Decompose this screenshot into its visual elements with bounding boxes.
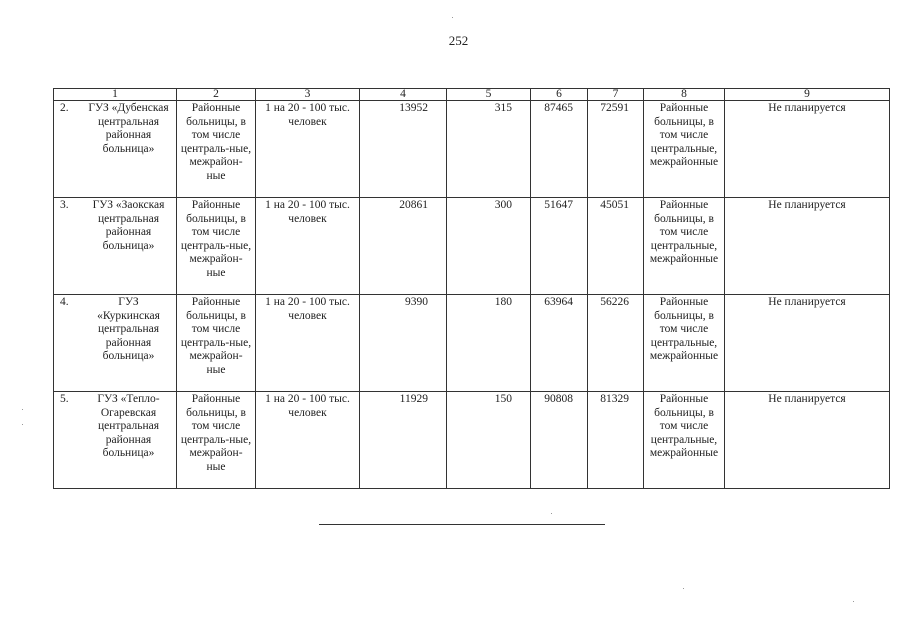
hospital-type-target: Районные больницы, в том числе центральные, межрайонные <box>644 101 725 198</box>
value-col-4: 11929 <box>360 392 447 489</box>
table-row <box>54 392 890 489</box>
header-cell: 8 <box>644 89 725 101</box>
hospital-name: ГУЗ «Дубенская центральная районная больница» <box>88 102 169 155</box>
header-cell: 2 <box>177 89 256 101</box>
hospital-type-target: Районные больницы, в том числе центральные, межрайонные <box>644 295 725 392</box>
plan-status: Не планируется <box>725 101 890 198</box>
plan-status: Не планируется <box>725 198 890 295</box>
value-col-5: 315 <box>447 101 531 198</box>
value-col-7: 81329 <box>588 392 644 489</box>
value-col-5: 300 <box>447 198 531 295</box>
hospital-name: ГУЗ «Тепло-Огаревская центральная районная больница» <box>97 393 160 460</box>
header-cell: 7 <box>588 89 644 101</box>
row-number: 5. <box>60 393 69 405</box>
hospital-type-target: Районные больницы, в том числе центральные, межрайонные <box>644 198 725 295</box>
hospital-type: Районные больницы, в том числе централь-ные, межрайон-ные <box>177 295 256 392</box>
hospital-cell <box>54 295 177 392</box>
value-col-6: 90808 <box>531 392 588 489</box>
population-norm: 1 на 20 - 100 тыс. человек <box>256 101 360 198</box>
value-col-4: 13952 <box>360 101 447 198</box>
hospital-cell <box>54 101 177 198</box>
plan-status: Не планируется <box>725 392 890 489</box>
hospital-name: ГУЗ «Заокская центральная районная больница» <box>92 199 165 252</box>
value-col-4: 20861 <box>360 198 447 295</box>
table-row <box>54 101 890 198</box>
hospital-type-target: Районные больницы, в том числе центральные, межрайонные <box>644 392 725 489</box>
hospital-cell <box>54 198 177 295</box>
value-col-6: 63964 <box>531 295 588 392</box>
table-row <box>54 295 890 392</box>
value-col-7: 45051 <box>588 198 644 295</box>
hospitals-table <box>53 88 890 489</box>
hospital-type: Районные больницы, в том числе централь-ные, межрайон-ные <box>177 198 256 295</box>
population-norm: 1 на 20 - 100 тыс. человек <box>256 392 360 489</box>
header-row <box>54 89 890 101</box>
population-norm: 1 на 20 - 100 тыс. человек <box>256 198 360 295</box>
header-cell: 9 <box>725 89 890 101</box>
scan-speck <box>551 513 552 514</box>
value-col-5: 150 <box>447 392 531 489</box>
hospital-type: Районные больницы, в том числе централь-ные, межрайон-ные <box>177 392 256 489</box>
scan-speck <box>22 424 23 425</box>
page-number: 252 <box>448 33 469 48</box>
hospital-cell <box>54 392 177 489</box>
scan-speck <box>683 588 684 589</box>
value-col-4: 9390 <box>360 295 447 392</box>
header-cell: 3 <box>256 89 360 101</box>
hospital-name: ГУЗ «Куркинская центральная районная больница» <box>97 296 160 363</box>
plan-status: Не планируется <box>725 295 890 392</box>
row-number: 3. <box>60 199 69 211</box>
table-row <box>54 198 890 295</box>
bottom-divider <box>319 524 605 525</box>
header-cell: 6 <box>531 89 588 101</box>
value-col-6: 87465 <box>531 101 588 198</box>
value-col-7: 56226 <box>588 295 644 392</box>
hospital-type: Районные больницы, в том числе централь-ные, межрайон-ные <box>177 101 256 198</box>
value-col-6: 51647 <box>531 198 588 295</box>
scan-speck <box>853 601 854 602</box>
header-cell: 5 <box>447 89 531 101</box>
value-col-5: 180 <box>447 295 531 392</box>
scan-speck <box>452 17 453 18</box>
row-number: 2. <box>60 102 69 114</box>
population-norm: 1 на 20 - 100 тыс. человек <box>256 295 360 392</box>
header-cell: 1 <box>54 89 177 101</box>
scan-speck <box>22 409 23 410</box>
row-number: 4. <box>60 296 69 308</box>
header-cell: 4 <box>360 89 447 101</box>
value-col-7: 72591 <box>588 101 644 198</box>
